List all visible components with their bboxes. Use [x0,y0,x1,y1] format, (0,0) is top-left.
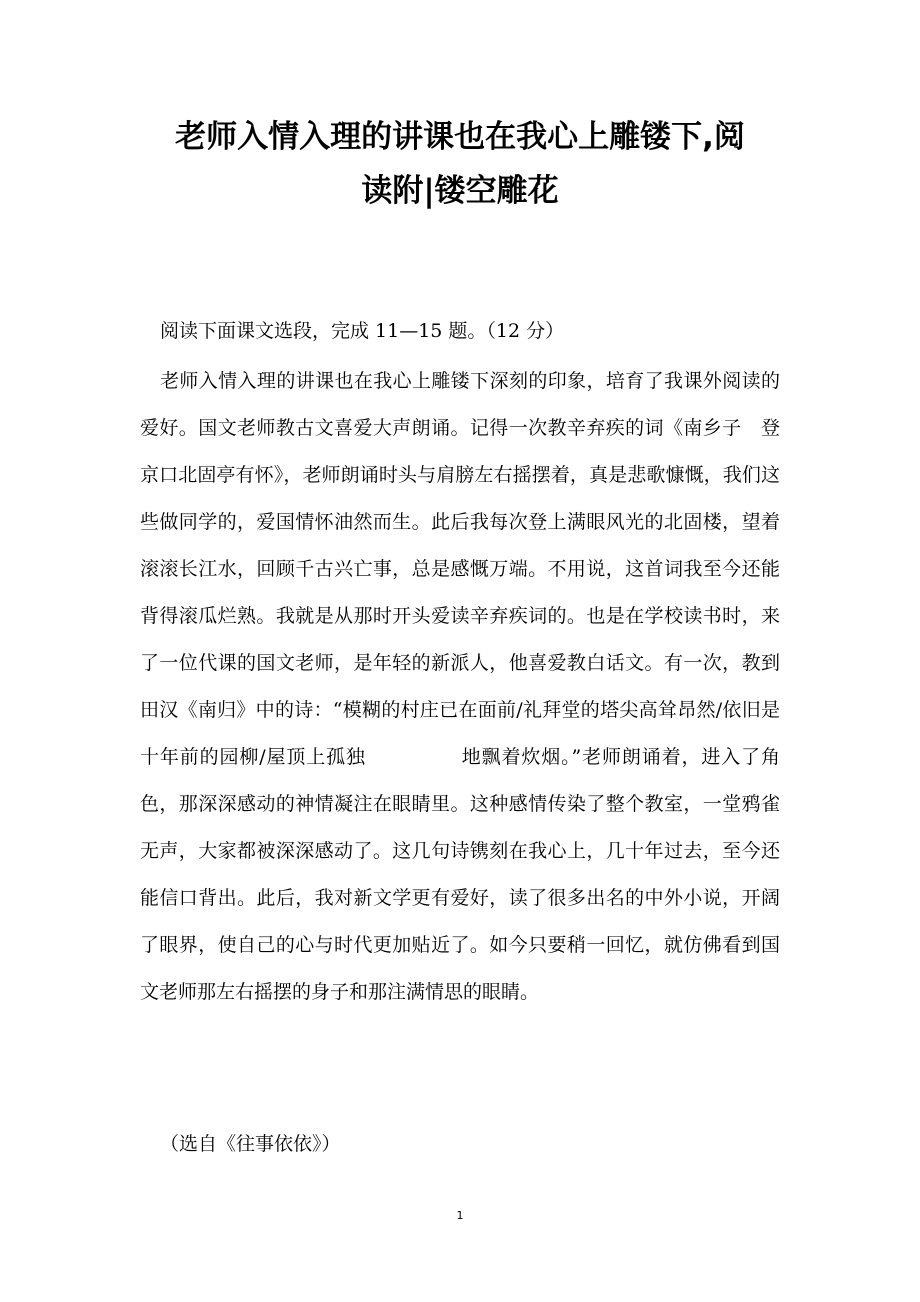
question-instructions: 阅读下面课文选段，完成 11—15 题。（12 分） [160,320,565,342]
page-title [140,110,780,218]
passage-text-part-2: 地飘着炊烟。”老师朗诵着，进入了角色，那深深感动的神情凝注在眼睛里。这种感情传染了整个教室，一堂鸦雀无声，大家都被深深感动了。这几句诗镌刻在我心上，几十年过去，至今还能信口背出。此后，我对新文学更有爱好，读了很多出名的中外小说，开阔了眼界，使自己的心与时代更加贴近了。如今只要稍一回忆，就仿佛看到国文老师那左右摇摆的身子和那注满情思的眼睛。 [140,746,780,1003]
page-number: 1 [456,1209,464,1222]
title-line-1: 老师入情入理的讲课也在我心上雕镂下,阅 [175,119,745,155]
passage [140,358,780,1016]
passage-paragraph [140,358,780,1016]
passage-source: （选自《往事依依》） [160,1133,341,1155]
title-line-2: 读附|镂空雕花 [361,173,559,209]
passage-text-part-1: 老师入情入理的讲课也在我心上雕镂下深刻的印象，培育了我课外阅读的爱好。国文老师教古文喜爱大声朗诵。记得一次教辛弃疾的词《南乡子 登京口北固亭有怀》，老师朗诵时头与肩膀左右摇摆着，真是悲歌慷慨，我们这些做同学的，爱国情怀油然而生。此后我每次登上满眼风光的北固楼，望着滚滚长江水，回顾千古兴亡事，总是感慨万端。不用说，这首词我至今还能背得滚瓜烂熟。我就是从那时开头爱读辛弃疾词的。也是在学校读书时，来了一位代课的国文老师，是年轻的新派人，他喜爱教白话文。有一次，教到田汉《南归》中的诗：“模糊的村庄已在面前/礼拜堂的塔尖高耸昂然/依旧是十年前的园柳/屋顶上孤独 [140,370,780,768]
